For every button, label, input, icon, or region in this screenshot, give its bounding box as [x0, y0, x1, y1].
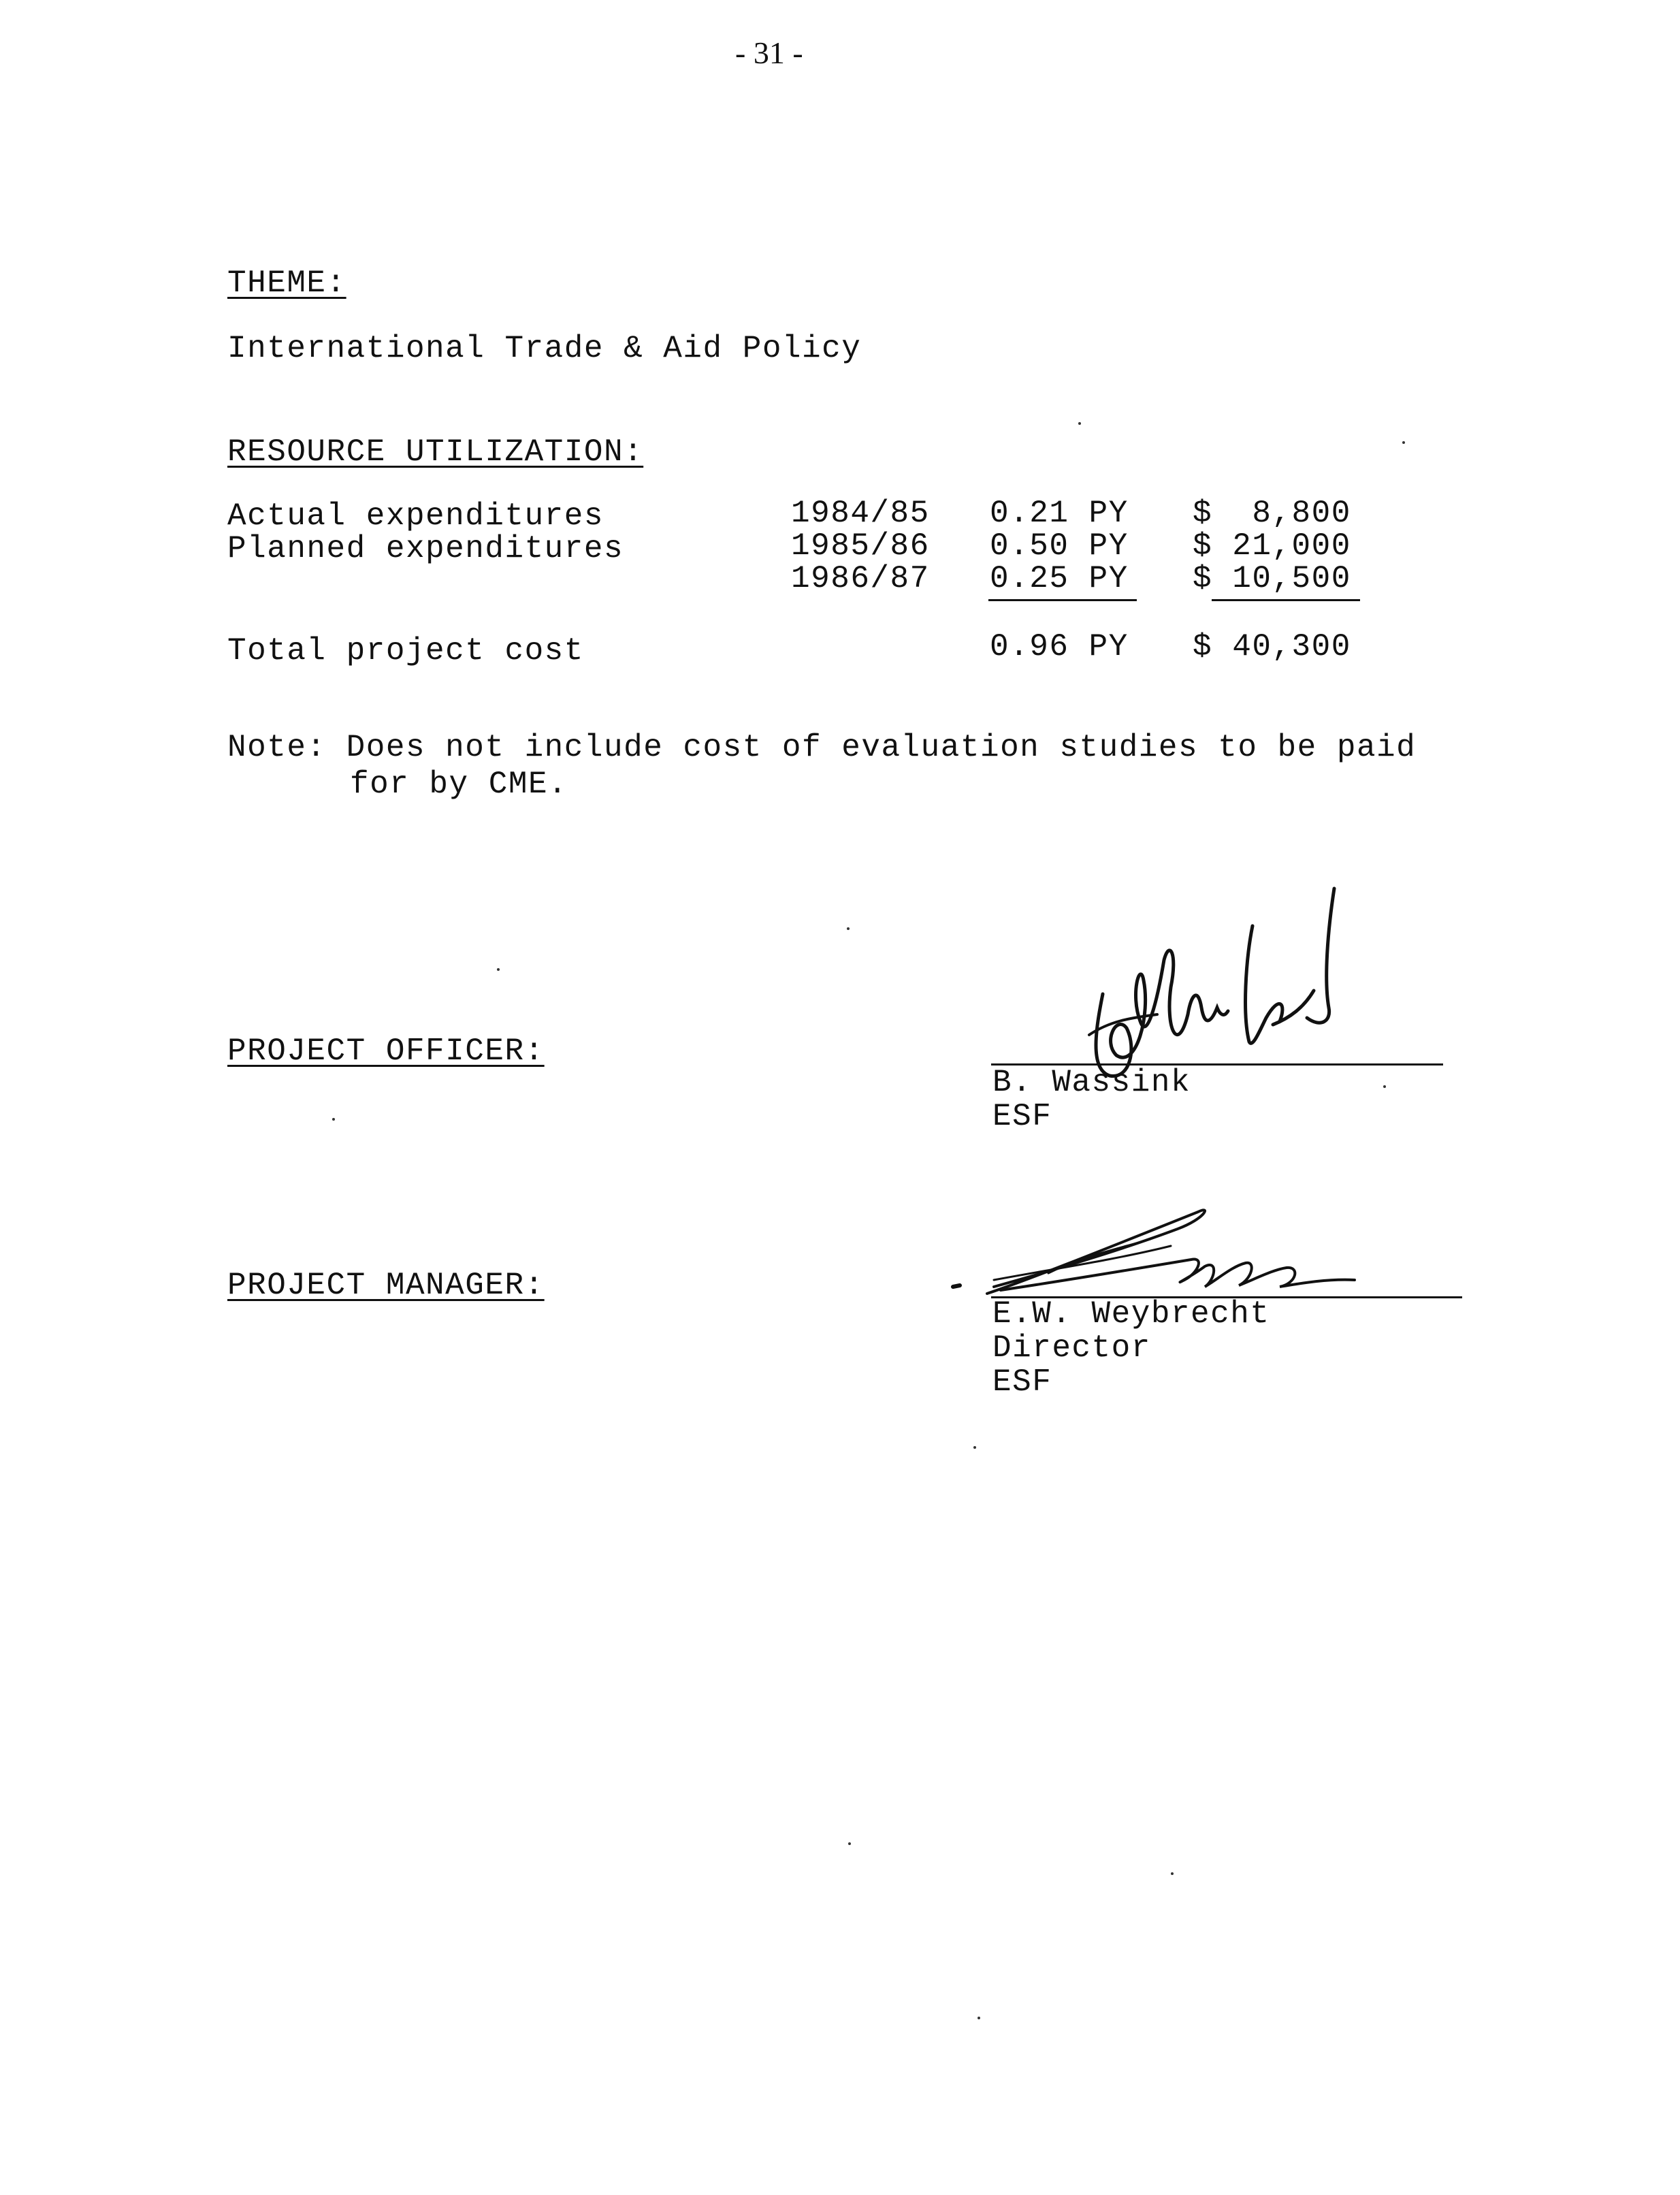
- row-py: 0.21 PY: [990, 496, 1129, 531]
- row-py: 0.50 PY: [990, 528, 1129, 564]
- row-amount: $ 8,800: [1193, 496, 1351, 531]
- scan-speck: [1402, 441, 1405, 444]
- officer-org: ESF: [992, 1099, 1052, 1134]
- total-py: 0.96 PY: [990, 629, 1129, 664]
- page-number: - 31 -: [735, 35, 803, 70]
- total-amount: $ 40,300: [1193, 629, 1351, 664]
- scan-speck: [848, 1842, 851, 1845]
- note-line-2: for by CME.: [350, 767, 568, 802]
- row-label: Actual expenditures: [227, 498, 604, 534]
- manager-org: ESF: [992, 1364, 1052, 1400]
- scan-speck: [978, 2017, 980, 2019]
- row-py: 0.25 PY: [990, 561, 1129, 596]
- scan-speck: [973, 1446, 976, 1449]
- total-label: Total project cost: [227, 633, 584, 669]
- project-manager-label: PROJECT MANAGER:: [227, 1268, 545, 1303]
- project-officer-label: PROJECT OFFICER:: [227, 1034, 545, 1069]
- scan-speck: [1171, 1872, 1174, 1875]
- row-year: 1986/87: [791, 561, 930, 596]
- row-amount: $ 21,000: [1193, 528, 1351, 564]
- resource-heading: RESOURCE UTILIZATION:: [227, 434, 644, 470]
- row-year: 1985/86: [791, 528, 930, 564]
- scan-speck: [497, 968, 500, 971]
- scan-speck: [847, 927, 850, 930]
- row-year: 1984/85: [791, 496, 930, 531]
- officer-name: B. Wassink: [992, 1065, 1191, 1100]
- theme-heading: THEME:: [227, 266, 346, 301]
- scan-speck: [1383, 1085, 1386, 1088]
- amount-subtotal-rule: [1212, 599, 1360, 601]
- manager-name: E.W. Weybrecht: [992, 1296, 1270, 1332]
- manager-title: Director: [992, 1330, 1151, 1366]
- py-subtotal-rule: [988, 599, 1137, 601]
- row-label: Planned expenditures: [227, 531, 624, 566]
- note-line-1: Note: Does not include cost of evaluation studies to be paid: [227, 730, 1417, 765]
- weybrecht-signature-icon: [946, 1198, 1436, 1307]
- row-amount: $ 10,500: [1193, 561, 1351, 596]
- scan-speck: [1078, 422, 1081, 425]
- scan-speck: [332, 1118, 335, 1121]
- theme-text: International Trade & Aid Policy: [227, 331, 862, 366]
